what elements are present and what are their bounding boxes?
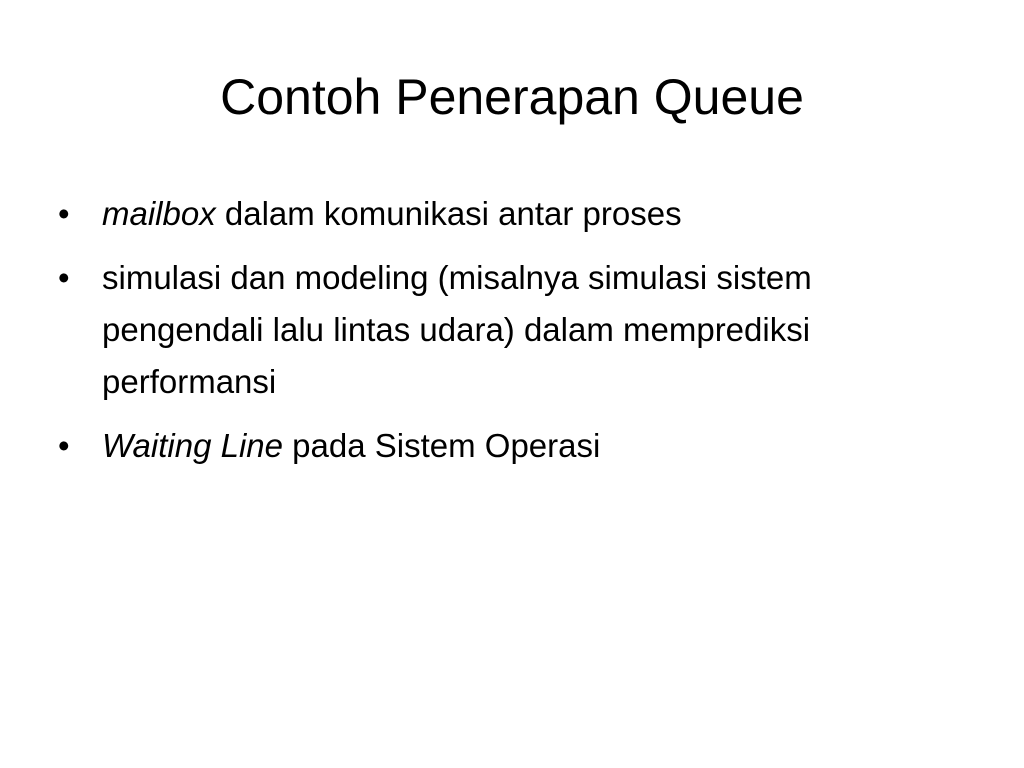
bullet-list xyxy=(58,188,958,484)
bullet-item-waiting-line xyxy=(58,420,958,472)
bullet-body: dalam komunikasi antar proses xyxy=(215,195,682,232)
bullet-text xyxy=(102,427,600,464)
bullet-body: simulasi dan modeling (misalnya simulasi sistem pengendali lalu lintas udara) dalam memprediksi performansi xyxy=(102,259,812,400)
bullet-icon: • xyxy=(58,195,70,232)
bullet-icon: • xyxy=(58,259,70,296)
bullet-italic-term: mailbox xyxy=(102,195,216,232)
bullet-text xyxy=(102,259,812,400)
bullet-icon: • xyxy=(58,427,70,464)
bullet-item-mailbox xyxy=(58,188,958,240)
bullet-italic-term: Waiting Line xyxy=(102,427,284,464)
bullet-item-simulation xyxy=(58,252,958,408)
bullet-text xyxy=(102,195,682,232)
slide-title: Contoh Penerapan Queue xyxy=(220,69,804,125)
bullet-body: pada Sistem Operasi xyxy=(283,427,601,464)
